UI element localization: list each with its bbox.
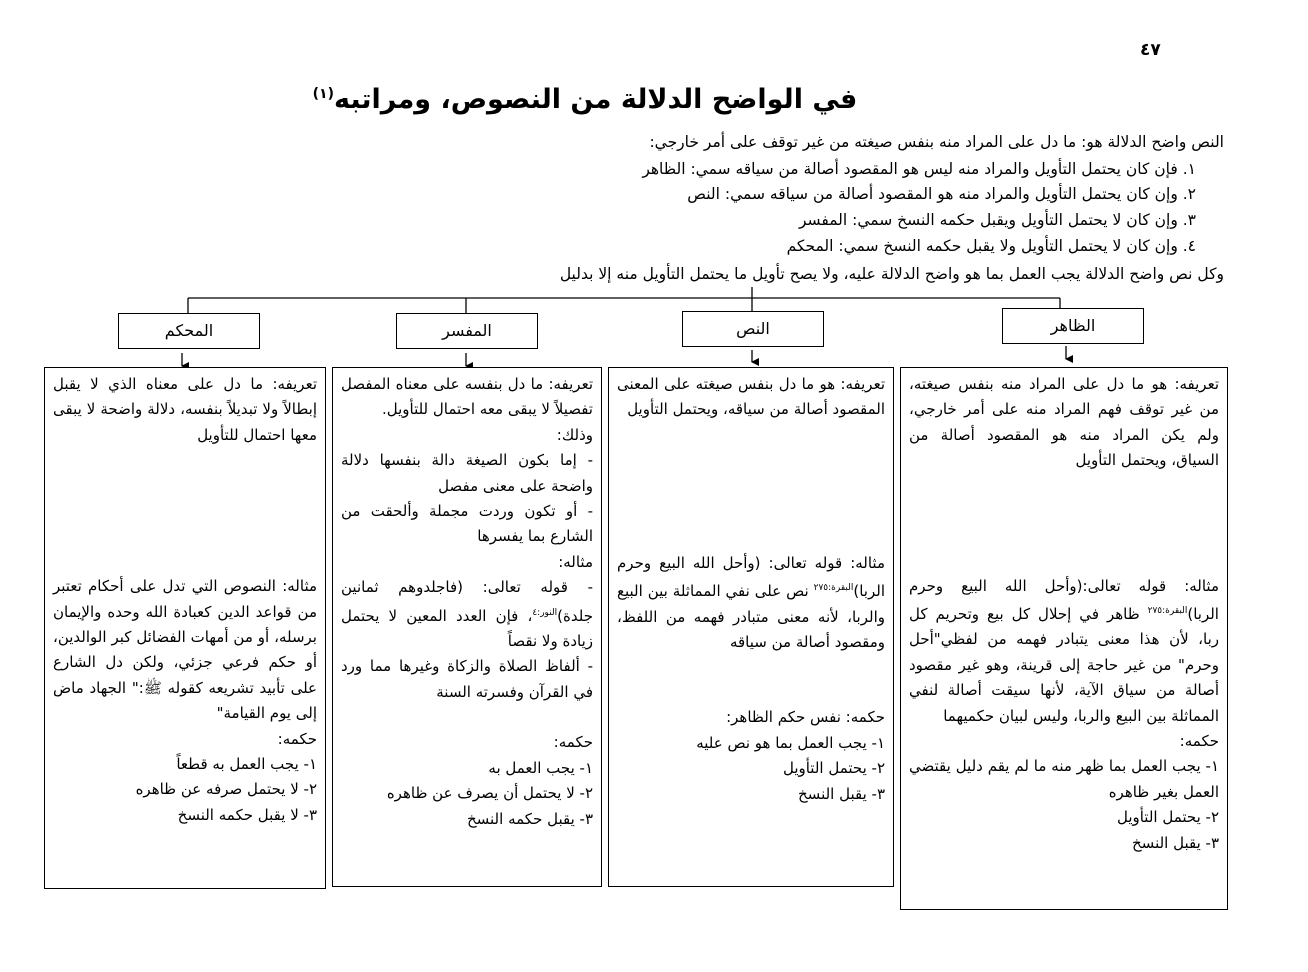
nass-example-intro: مثاله: قوله تعالى: (وأحل الله البيع وحرم الربا) xyxy=(617,553,885,601)
title-text: في الواضح الدلالة من النصوص، ومراتبه xyxy=(334,84,858,115)
intro-item-3: ٣. وإن كان لا يحتمل التأويل ويقبل حكمه النسخ سمي: المفسر xyxy=(799,211,1196,229)
mufassar-kind-2: - أو تكون وردت مجملة وألحقت من الشارع بما يفسرها xyxy=(341,502,593,546)
mufassar-definition: تعريفه: ما دل بنفسه على معناه المفصل تفصيلاً لا يبقى معه احتمال للتأويل. xyxy=(341,375,593,419)
zahir-example xyxy=(909,574,1219,729)
mufassar-kinds-label: وذلك: xyxy=(556,425,593,444)
zahir-example-intro: مثاله: قوله تعالى:(وأحل الله البيع وحرم الربا) xyxy=(909,576,1219,624)
nass-ruling-2: ٢- يحتمل التأويل xyxy=(782,759,885,778)
muhkam-ruling-3: ٣- لا يقبل حكمه النسخ xyxy=(177,805,317,824)
mufassar-example xyxy=(341,575,593,654)
column-mufassar xyxy=(332,367,602,887)
zahir-example-ref: البقرة:٢٧٥ xyxy=(1147,606,1188,617)
intro-item-4: ٤. وإن كان لا يحتمل التأويل ولا يقبل حكمه النسخ سمي: المحكم xyxy=(786,237,1196,255)
intro-definition: النص واضح الدلالة هو: ما دل على المراد منه بنفس صيغته من غير توقف على أمر خارجي: xyxy=(649,133,1224,151)
mufassar-example-ref: النور:٤ xyxy=(532,607,558,618)
intro-item-1: ١. فإن كان يحتمل التأويل والمراد منه ليس هو المقصود أصالة من سياقه سمي: الظاهر xyxy=(642,160,1196,178)
zahir-ruling-label: حكمه: xyxy=(1179,732,1219,751)
muhkam-ruling-2: ٢- لا يحتمل صرفه عن ظاهره xyxy=(135,780,317,799)
nass-ruling-1: ١- يجب العمل بما هو نص عليه xyxy=(696,733,885,752)
mufassar-ruling-1: ١- يجب العمل به xyxy=(488,758,593,777)
nass-ruling-3: ٣- يقبل النسخ xyxy=(798,784,885,803)
column-nass xyxy=(608,367,894,887)
muhkam-ruling-label: حكمه: xyxy=(277,729,317,748)
mufassar-example-extra: - ألفاظ الصلاة والزكاة وغيرها مما ورد في القرآن وفسرته السنة xyxy=(341,657,593,701)
heading-zahir: الظاهر xyxy=(1002,308,1144,344)
mufassar-ruling-3: ٣- يقبل حكمه النسخ xyxy=(466,809,593,828)
nass-example-body: نص على نفي المماثلة بين البيع والربا، لأنه معنى متبادر فهمه من اللفظ، ومقصود أصالة من سياقه xyxy=(617,582,885,652)
nass-example xyxy=(617,551,885,656)
zahir-ruling-3: ٣- يقبل النسخ xyxy=(1132,833,1219,852)
muhkam-ruling-1: ١- يجب العمل به قطعاً xyxy=(176,755,317,774)
intro-conclusion: وكل نص واضح الدلالة يجب العمل بما هو واضح الدلالة عليه، ولا يصح تأويل ما يحتمل التأويل منه إلا بدليل xyxy=(559,265,1224,283)
zahir-definition: تعريفه: هو ما دل على المراد منه بنفس صيغته، من غير توقف فهم المراد منه على أمر خارجي، ولم يكن المراد منه هو المقصود أصالة من السياق، ويحتمل التأويل xyxy=(909,375,1219,470)
muhkam-definition: تعريفه: ما دل على معناه الذي لا يقبل إبطالاً ولا تبديلاً بنفسه، دلالة واضحة لا يبقى معها احتمال للتأويل xyxy=(53,375,317,444)
nass-ruling-label: حكمه: نفس حكم الظاهر: xyxy=(726,708,885,727)
mufassar-example-intro: - قوله تعالى: (فاجلدوهم ثمانين جلدة) xyxy=(341,578,593,625)
mufassar-ruling-label: حكمه: xyxy=(553,733,593,752)
zahir-example-body: ظاهر في إحلال كل بيع وتحريم كل ربا، لأن هذا معنى يتبادر فهمه من لفظي"أحل وحرم" من غير حاجة إلى قرينة، وهو غير مقصود أصالة من سياق الآية، لأنها سيقت أصالة لنفي المماثلة بين البيع والربا، وليس لبيان حكميهما xyxy=(909,605,1219,725)
title-footnote-marker: (١) xyxy=(312,86,334,102)
mufassar-ruling-2: ٢- لا يحتمل أن يصرف عن ظاهره xyxy=(386,784,593,803)
muhkam-example: مثاله: النصوص التي تدل على أحكام تعتبر من قواعد الدين كعبادة الله وحده والإيمان برسله، أو من أمهات الفضائل كبر الوالدين، أو حكم فرعي جزئي، ولكن دل الشارع على تأبيد تشريعه كقوله ﷺ:" الجهاد ماض إلى يوم القيامة" xyxy=(53,577,317,723)
nass-definition: تعريفه: هو ما دل بنفس صيغته على المعنى المقصود أصالة من سياقه، ويحتمل التأويل xyxy=(617,375,885,419)
column-zahir xyxy=(900,367,1228,910)
column-muhkam xyxy=(44,367,326,889)
page-number: ٤٧ xyxy=(1140,40,1161,60)
heading-nass: النص xyxy=(682,311,824,347)
intro-item-2: ٢. وإن كان يحتمل التأويل والمراد منه هو المقصود أصالة من سياقه سمي: النص xyxy=(687,185,1196,203)
mufassar-example-body: ، فإن العدد المعين لا يحتمل زيادة ولا نقصاً xyxy=(341,606,593,651)
zahir-ruling-1: ١- يجب العمل بما ظهر منه ما لم يقم دليل يقتضي العمل بغير ظاهره xyxy=(909,757,1219,801)
mufassar-kind-1: - إما بكون الصيغة دالة بنفسها دلالة واضحة على معنى مفصل xyxy=(341,451,593,495)
mufassar-example-label: مثاله: xyxy=(558,552,593,571)
nass-example-ref: البقرة:٢٧٥ xyxy=(813,583,854,594)
heading-muhkam: المحكم xyxy=(118,313,260,349)
heading-mufassar: المفسر xyxy=(396,313,538,349)
zahir-ruling-2: ٢- يحتمل التأويل xyxy=(1116,808,1219,827)
